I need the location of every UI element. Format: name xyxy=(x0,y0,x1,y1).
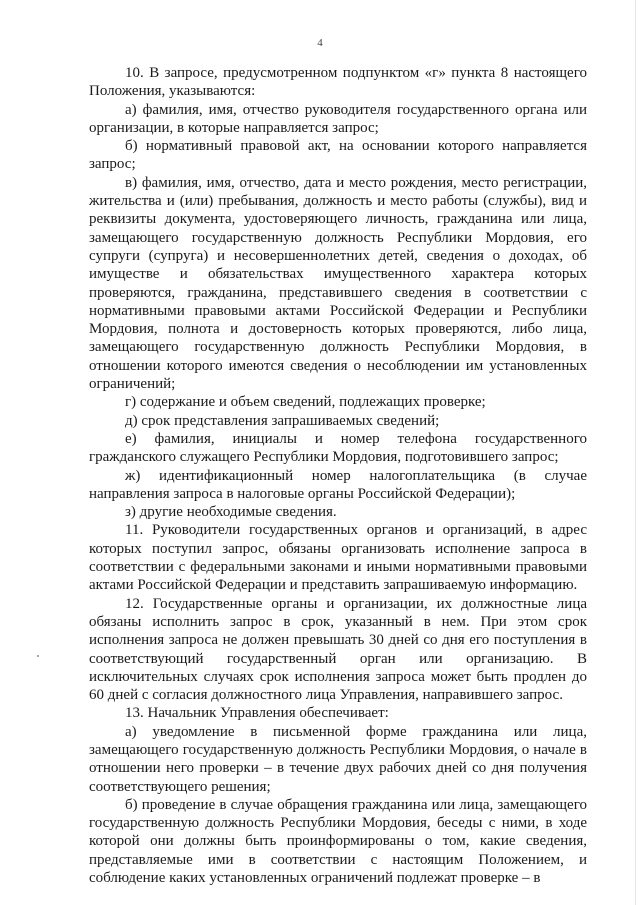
paragraph-p13: 13. Начальник Управления обеспечивает: xyxy=(125,705,389,722)
paragraph-p10z: з) другие необходимые сведения. xyxy=(125,504,337,521)
paragraph-p10: 10. В запросе, предусмотренном подпунктом «г» пункта 8 настоящего Положения, указываются: xyxy=(89,65,587,100)
page-number: 4 xyxy=(317,37,323,49)
paragraph-p13a: а) уведомление в письменной форме гражданина или лица, замещающего государственную должность Республики Мордовия, о начале в отношении него проверки – в течение двух рабочих дней со дня получения соответствующего решения; xyxy=(89,723,587,795)
paragraph-p10v: в) фамилия, имя, отчество, дата и место рождения, место регистрации, жительства и (или) пребывания, должность и место работы (службы), вид и реквизиты документа, удостоверяющего личность, гражданина или лица, замещающего государственную должность Республики Мордовия, его супруги (супруга) и несовершеннолетних детей, сведения о доходах, об имуществе и обязательствах имущественного характера которых проверяются, гражданина, представившего сведения в соответствии с нормативными правовыми актами Российской Федерации и Республики Мордовия, полнота и достоверность которых проверяются, либо лица, замещающего государственную должность Республики Мордовия, в отношении которого имеются сведения о несоблюдении им установленных ограничений; xyxy=(89,174,587,393)
paragraph-p13b: б) проведение в случае обращения гражданина или лица, замещающего государственную должность Республики Мордовия, беседы с ними, в ходе которой они должны быть проинформированы о том, какие сведения, представляемые ими в соответствии с настоящим Положением, и соблюдение каких установленных ограничений подлежат проверке – в xyxy=(89,796,587,887)
document-body xyxy=(89,64,587,887)
paragraph-p10zh: ж) идентификационный номер налогоплательщика (в случае направления запроса в налоговые органы Российской Федерации); xyxy=(89,467,587,502)
paragraph-p10b: б) нормативный правовой акт, на основании которого направляется запрос; xyxy=(89,138,587,173)
paragraph-p10a: а) фамилия, имя, отчество руководителя государственного органа или организации, в которые направляется запрос; xyxy=(89,101,587,136)
paragraph-p10g: г) содержание и объем сведений, подлежащих проверке; xyxy=(125,394,486,411)
paragraph-p10e: е) фамилия, инициалы и номер телефона государственного гражданского служащего Республики Мордовия, подготовившего запрос; xyxy=(89,430,587,466)
paragraph-p11: 11. Руководители государственных органов и организаций, в адрес которых поступил запрос, обязаны организовать исполнение запроса в соответствии с федеральными законами и иными нормативными правовыми актами Российской Федерации и представить запрашиваемую информацию. xyxy=(89,522,587,594)
paragraph-p12: 12. Государственные органы и организации, их должностные лица обязаны исполнить запрос в срок, указанный в нем. При этом срок исполнения запроса не должен превышать 30 дней со дня его поступления в соответствующий государственный орган или организацию. В исключительных случаях срок исполнения запроса может быть продлен до 60 дней с согласия должностного лица Управления, направившего запрос. xyxy=(89,595,587,704)
paragraph-p10d: д) срок представления запрашиваемых сведений; xyxy=(125,412,440,429)
margin-mark xyxy=(37,655,39,657)
page-edge xyxy=(635,0,636,905)
